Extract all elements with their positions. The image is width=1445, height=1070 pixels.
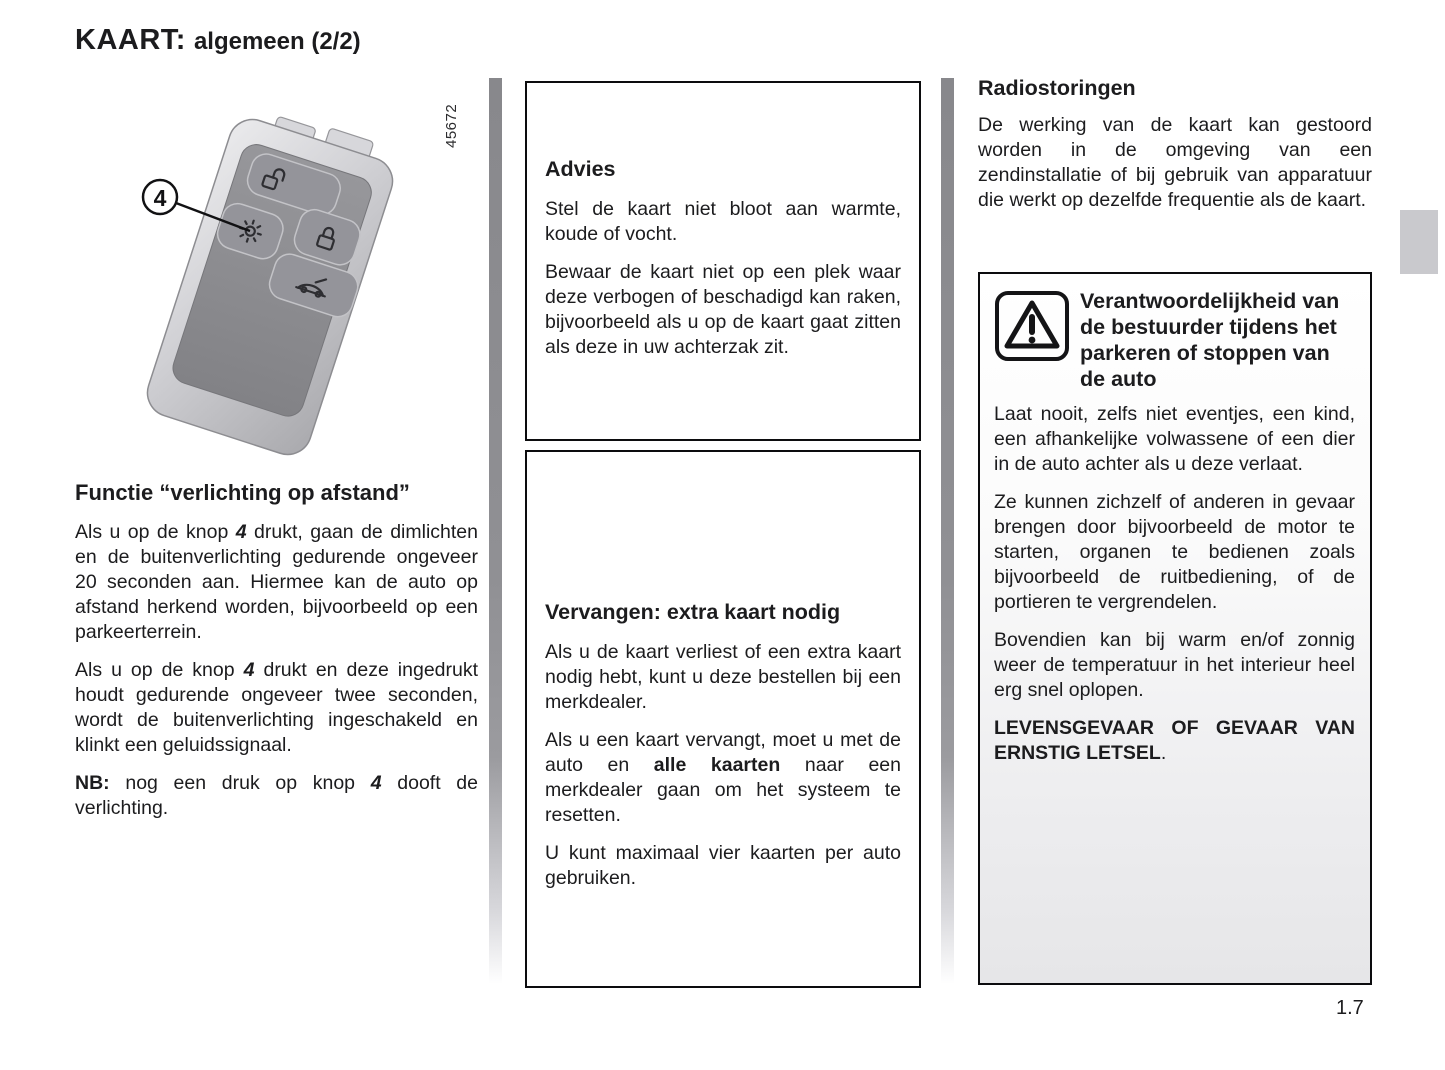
column-separator-right — [941, 78, 954, 984]
paragraph: Laat nooit, zelfs niet eventjes, een kind, een afhankelijke volwassene of een dier in de auto achter als u deze verlaat. — [994, 403, 1355, 475]
column-separator-left — [489, 78, 502, 984]
text-run: Als u op de knop — [75, 659, 244, 681]
text-run: drukt en deze ingedrukt houdt gedurende ongeveer twee seconden, wordt de buitenverlichting ingeschakeld en klinkt een geluidssignaal. — [75, 659, 479, 756]
paragraph: Bovendien kan bij warm en/of zonnig weer de temperatuur in het interieur heel erg snel oplopen. — [994, 629, 1355, 701]
paragraph: De werking van de kaart kan gestoord worden in de omgeving van een zendinstallatie of bij gebruik van apparatuur die werkt op dezelfde frequentie als de kaart. — [978, 114, 1372, 211]
paragraph: Stel de kaart niet bloot aan warmte, koude of vocht. — [545, 198, 901, 245]
paragraph-nb — [75, 771, 478, 821]
danger-statement — [994, 716, 1355, 766]
danger-text: LEVENSGEVAAR OF GEVAAR VAN ERNSTIG LETSEL — [994, 717, 1355, 764]
figure-id-number: 45672 — [443, 103, 460, 148]
text-run: nog een druk op knop — [109, 772, 371, 794]
left-column — [75, 480, 478, 821]
vervangen-heading: Vervangen: extra kaart nodig — [545, 600, 841, 624]
text-run: Als u een kaart vervangt, moet u met de auto en — [545, 729, 901, 776]
advies-heading: Advies — [545, 157, 616, 181]
nb-label: NB: — [75, 772, 110, 794]
warning-header — [994, 288, 1355, 392]
paragraph: U kunt maximaal vier kaarten per auto gebruiken. — [545, 842, 901, 889]
page-number: 1.7 — [1336, 997, 1364, 1019]
button-ref-4: 4 — [370, 772, 382, 794]
paragraph: Bewaar de kaart niet op een plek waar deze verbogen of beschadigd kan raken, bijvoorbeeld als u op de kaart gaat zitten als deze in uw achterzak zit. — [545, 261, 901, 358]
advies-box — [525, 81, 921, 441]
text-run: naar een merkdealer gaan om het systeem te resetten. — [545, 754, 901, 826]
chapter-edge-tab — [1400, 210, 1438, 274]
text-run: . — [1160, 742, 1167, 764]
page-title-main: KAART: — [75, 24, 186, 56]
radio-heading: Radiostoringen — [978, 76, 1136, 100]
keycard-figure — [75, 85, 485, 483]
vervangen-box — [525, 450, 921, 988]
text-run: drukt, gaan de dimlichten en de buitenverlichting gedurende ongeveer 20 seconden aan. Hiermee kan de auto op afstand herkend worden, bijvoorbeeld op een parkeerterrein. — [75, 521, 478, 643]
keycard-body — [141, 99, 403, 461]
emphasis-alle-kaarten: alle kaarten — [653, 754, 781, 776]
right-column — [978, 76, 1372, 213]
paragraph: Als u de kaart verliest of een extra kaart nodig hebt, kunt u deze bestellen bij een merkdealer. — [545, 641, 901, 713]
page-title-sub: algemeen (2/2) — [193, 28, 361, 55]
text-run: Als u op de knop — [75, 521, 236, 543]
section-heading-remote-lighting: Functie “verlichting op afstand” — [75, 480, 410, 505]
callout-label: 4 — [153, 185, 167, 211]
paragraph: Ze kunnen zichzelf of anderen in gevaar brengen door bijvoorbeeld de motor te starten, organen te bedienen zoals bijvoorbeeld de ruitbediening, of de portieren te vergrendelen. — [994, 491, 1355, 613]
warning-box — [978, 272, 1372, 985]
paragraph — [75, 520, 478, 645]
paragraph — [75, 658, 478, 758]
button-ref-4: 4 — [243, 659, 255, 681]
warning-triangle-icon — [994, 290, 1070, 362]
button-ref-4: 4 — [235, 521, 247, 543]
paragraph — [545, 728, 901, 828]
text-run: dooft de verlichting. — [75, 772, 478, 819]
keycard-illustration — [75, 85, 485, 483]
page-title — [75, 24, 361, 57]
warning-heading: Verantwoordelijkheid van de bestuurder tijdens het parkeren of stoppen van de auto — [1080, 289, 1340, 391]
